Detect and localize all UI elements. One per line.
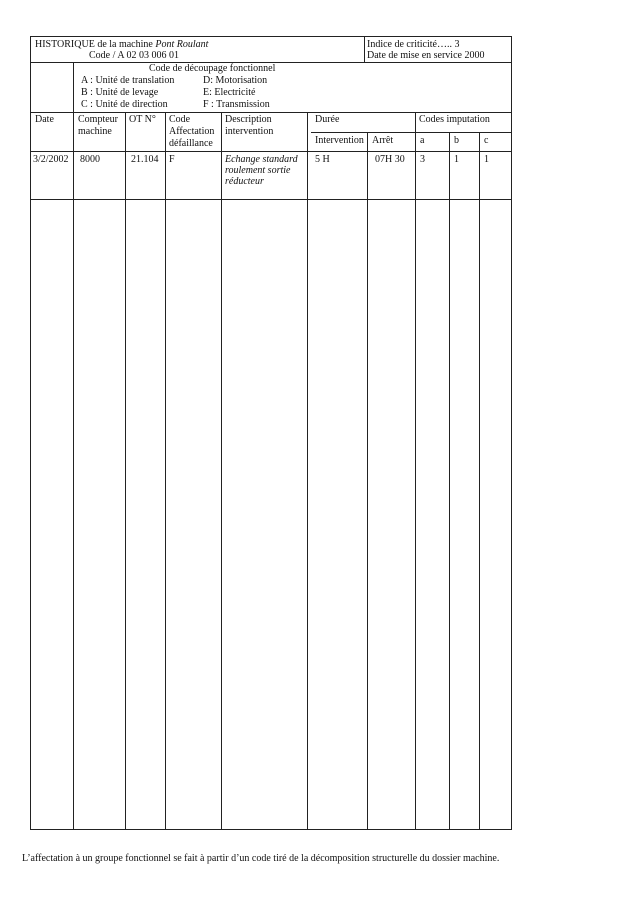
row-description: Echange standard roulement sortie réducteur <box>225 154 298 187</box>
row-date: 3/2/2002 <box>33 154 69 165</box>
row-c: 1 <box>484 154 489 165</box>
rule-col-code <box>221 112 222 829</box>
col-header-compteur-2: machine <box>78 126 112 137</box>
col-header-compteur-1: Compteur <box>78 114 118 125</box>
decoupage-item-d: D: Motorisation <box>203 75 268 86</box>
col-header-ot: OT N° <box>129 114 156 125</box>
row-arret: 07H 30 <box>375 154 405 165</box>
col-header-b: b <box>454 135 459 146</box>
row-a: 3 <box>420 154 425 165</box>
col-header-date: Date <box>35 114 54 125</box>
col-header-desc-2: intervention <box>225 126 274 137</box>
col-header-code-2: Affectation <box>169 126 215 137</box>
rule-col-date <box>73 112 74 829</box>
col-header-code-1: Code <box>169 114 191 125</box>
decoupage-item-e: E: Electricité <box>203 87 256 98</box>
col-header-a: a <box>420 135 425 146</box>
machine-code: Code / A 02 03 006 01 <box>89 50 180 61</box>
header-title-prefix: HISTORIQUE de la machine <box>35 39 153 50</box>
rule-decoupage-left <box>73 62 74 112</box>
decoupage-item-a: A : Unité de translation <box>81 75 175 86</box>
rule-col-b <box>479 132 480 829</box>
rule-first-row-bottom <box>31 199 511 200</box>
col-header-duree: Durée <box>315 114 340 125</box>
rule-col-compteur <box>125 112 126 829</box>
footer-note: L’affectation à un groupe fonctionnel se fait à partir d’un code tiré de la décomposition structurelle du dossier machine. <box>22 853 500 864</box>
row-code: F <box>169 154 175 165</box>
rule-decoupage-bottom <box>31 112 511 113</box>
col-header-desc-1: Description <box>225 114 272 125</box>
machine-name: Pont Roulant <box>155 39 209 50</box>
row-compteur: 8000 <box>80 154 100 165</box>
header-title <box>35 39 208 50</box>
col-header-c: c <box>484 135 489 146</box>
col-header-arret: Arrêt <box>372 135 394 146</box>
decoupage-item-b: B : Unité de levage <box>81 87 159 98</box>
decoupage-item-c: C : Unité de direction <box>81 99 168 110</box>
col-header-codes-imputation: Codes imputation <box>419 114 490 125</box>
rule-duree-sub <box>311 132 511 133</box>
maintenance-history-form <box>30 36 512 830</box>
row-intervention: 5 H <box>315 154 330 165</box>
col-header-code-3: défaillance <box>169 138 213 149</box>
rule-col-desc <box>307 112 308 829</box>
decoupage-title: Code de découpage fonctionnel <box>149 63 276 74</box>
criticite-index: Indice de criticité….. 3 <box>367 39 460 50</box>
rule-col-ot <box>165 112 166 829</box>
rule-header-split <box>364 37 365 62</box>
rule-col-a <box>449 132 450 829</box>
date-mise-en-service: Date de mise en service 2000 <box>367 50 485 61</box>
rule-col-arret <box>415 112 416 829</box>
rule-columns-bottom <box>31 151 511 152</box>
rule-col-intervention <box>367 132 368 829</box>
col-header-intervention: Intervention <box>315 135 364 146</box>
decoupage-item-f: F : Transmission <box>203 99 270 110</box>
row-b: 1 <box>454 154 459 165</box>
row-ot: 21.104 <box>131 154 159 165</box>
